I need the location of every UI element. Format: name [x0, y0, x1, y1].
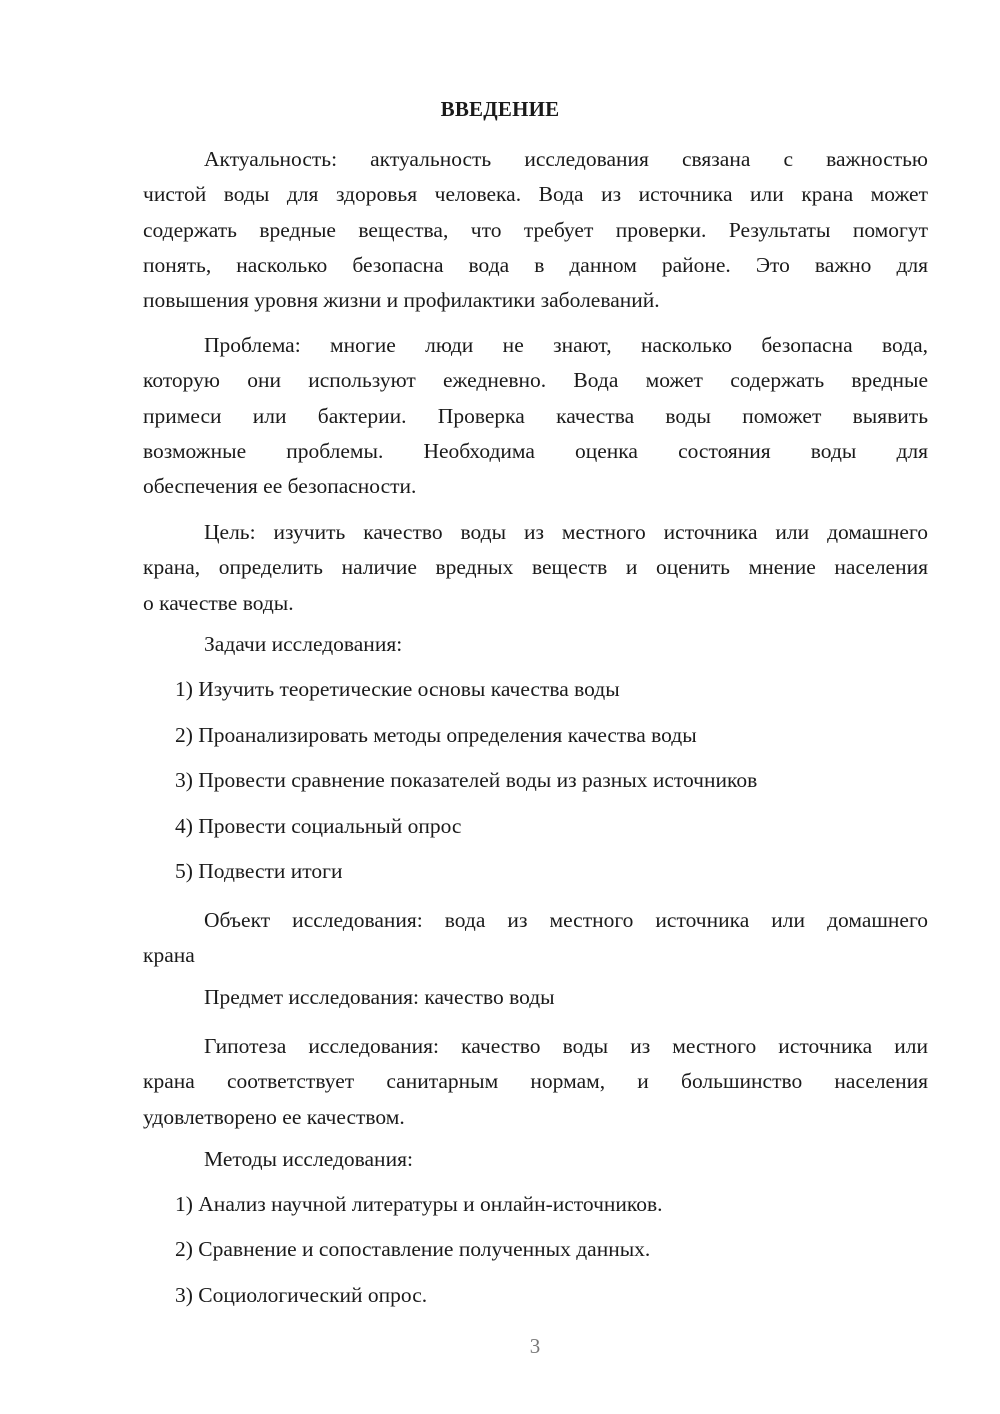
text-line: Актуальность: актуальность исследования связана с важностью: [204, 147, 928, 171]
text-line: крана: [143, 943, 195, 968]
text-line: Проблема: многие люди не знают, насколько безопасна вода,: [204, 333, 928, 357]
methods-heading: Методы исследования:: [204, 1147, 413, 1171]
text-line: повышения уровня жизни и профилактики заболеваний.: [143, 288, 660, 313]
text-line: удовлетворено ее качеством.: [143, 1104, 405, 1129]
text-line: Цель: изучить качество воды из местного источника или домашнего: [204, 520, 928, 544]
method-item: 3) Социологический опрос.: [175, 1283, 428, 1307]
method-item: 2) Сравнение и сопоставление полученных данных.: [175, 1237, 651, 1261]
task-item: 1) Изучить теоретические основы качества воды: [175, 677, 620, 701]
subject-paragraph: Предмет исследования: качество воды: [204, 985, 555, 1009]
text-line: чистой воды для здоровья человека. Вода из источника или крана может: [143, 182, 928, 207]
text-line: Объект исследования: вода из местного источника или домашнего: [204, 908, 928, 932]
text-line: понять, насколько безопасна вода в данном районе. Это важно для: [143, 252, 928, 277]
text-line: крана соответствует санитарным нормам, и большинство населения: [143, 1069, 928, 1094]
tasks-heading: Задачи исследования:: [204, 632, 403, 656]
goal-paragraph: [143, 515, 928, 621]
section-title: ВВЕДЕНИЕ: [440, 97, 560, 121]
text-line: содержать вредные вещества, что требует проверки. Результаты помогут: [143, 217, 928, 242]
text-line: примеси или бактерии. Проверка качества воды поможет выявить: [143, 403, 928, 428]
hypothesis-paragraph: [143, 1029, 928, 1135]
task-item: 3) Провести сравнение показателей воды из разных источников: [175, 768, 758, 792]
text-line: которую они используют ежедневно. Вода может содержать вредные: [143, 368, 928, 393]
problem-paragraph: [143, 328, 928, 504]
object-paragraph: [143, 903, 928, 974]
text-line: возможные проблемы. Необходима оценка состояния воды для: [143, 438, 928, 463]
page-number: 3: [529, 1334, 541, 1358]
relevance-paragraph: [143, 142, 928, 318]
task-item: 5) Подвести итоги: [175, 859, 343, 883]
method-item: 1) Анализ научной литературы и онлайн-источников.: [175, 1192, 663, 1216]
task-item: 2) Проанализировать методы определения качества воды: [175, 723, 697, 747]
text-line: обеспечения ее безопасности.: [143, 474, 417, 499]
text-line: о качестве воды.: [143, 590, 294, 615]
text-line: крана, определить наличие вредных веществ и оценить мнение населения: [143, 555, 928, 580]
text-line: Гипотеза исследования: качество воды из местного источника или: [204, 1034, 928, 1058]
task-item: 4) Провести социальный опрос: [175, 814, 462, 838]
